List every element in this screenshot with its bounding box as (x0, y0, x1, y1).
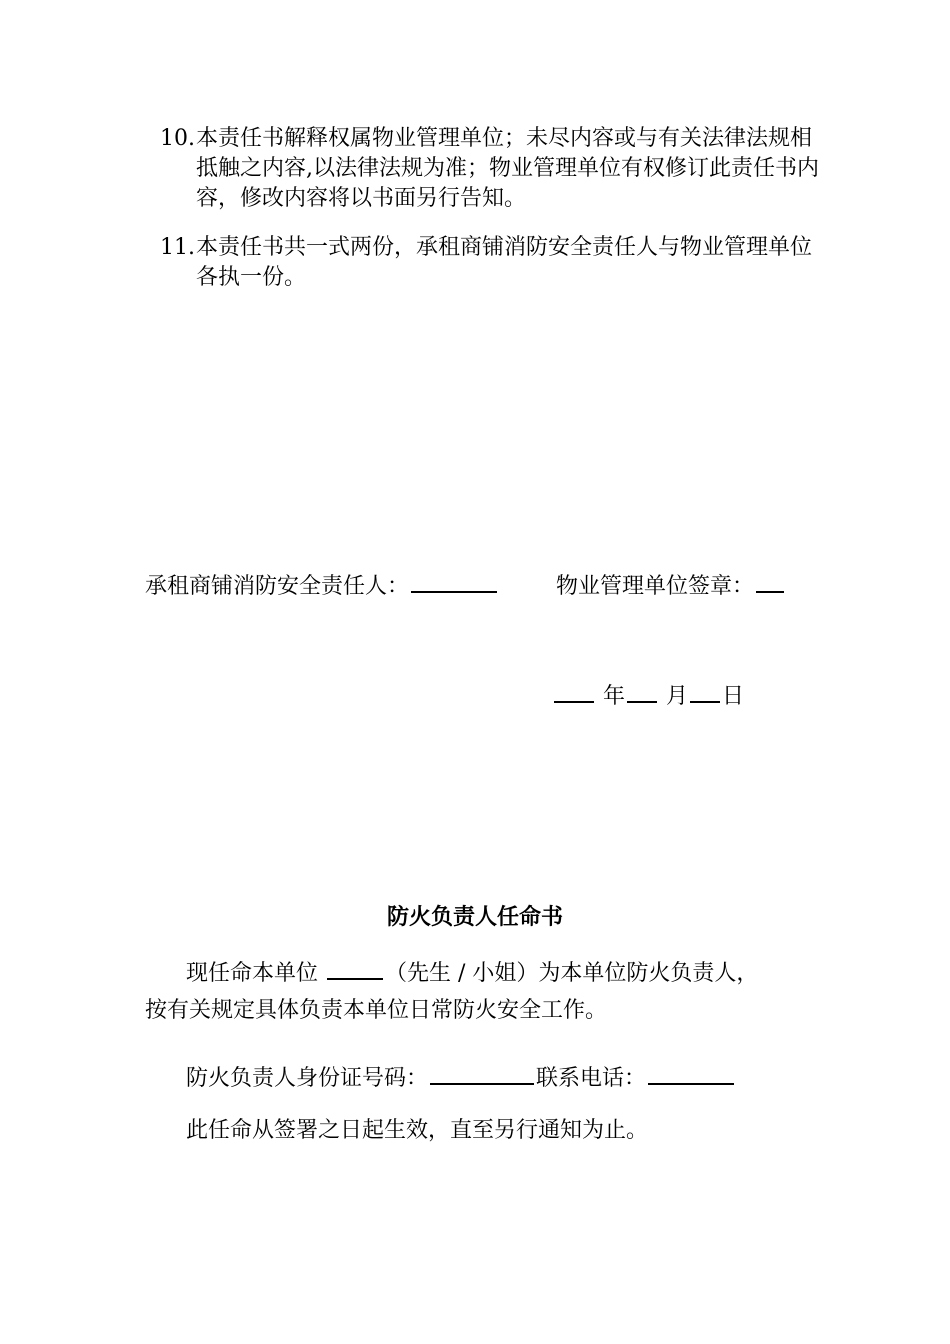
appointment-paragraph-line2: 按有关规定具体负责本单位日常防火安全工作。 (145, 998, 608, 1023)
month-blank[interactable] (627, 679, 657, 703)
clause-text: 本责任书解释权属物业管理单位；未尽内容或与有关法律法规相抵触之内容,以法律法规为准；物业管理单位有权修订此责任书内容，修改内容将以书面另行告知。 (196, 126, 819, 211)
property-seal-blank[interactable] (756, 569, 784, 593)
tenant-signature-label: 承租商铺消防安全责任人： (145, 574, 410, 599)
tenant-signature-blank[interactable] (411, 569, 497, 593)
month-label: 月 (666, 684, 689, 709)
id-number-blank[interactable] (430, 1061, 534, 1085)
appointment-title: 防火负责人任命书 (386, 904, 563, 930)
date-line (552, 679, 744, 712)
day-blank[interactable] (690, 679, 720, 703)
clause-number: 10. (160, 126, 195, 151)
day-label: 日 (722, 684, 745, 709)
property-seal-label: 物业管理单位签章： (556, 574, 755, 599)
effective-statement: 此任命从签署之日起生效，直至另行通知为止。 (186, 1118, 649, 1143)
appointment-text-mid: （先生 / 小姐）为本单位防火负责人， (385, 961, 759, 986)
id-phone-line (186, 1061, 736, 1094)
year-label: 年 (603, 684, 626, 709)
tenant-signature-line (145, 569, 499, 602)
appointee-name-blank[interactable] (327, 956, 383, 980)
appointment-text-start: 现任命本单位 (186, 961, 319, 986)
appointment-paragraph-line1 (186, 956, 758, 989)
phone-label: 联系电话： (536, 1066, 647, 1091)
property-seal-line (556, 569, 786, 602)
clause-number: 11. (160, 235, 195, 260)
clause-11 (160, 233, 820, 293)
phone-blank[interactable] (648, 1061, 734, 1085)
clause-10 (160, 124, 820, 214)
year-blank[interactable] (554, 679, 594, 703)
clause-text: 本责任书共一式两份，承租商铺消防安全责任人与物业管理单位各执一份。 (196, 235, 813, 290)
id-number-label: 防火负责人身份证号码： (186, 1066, 429, 1091)
